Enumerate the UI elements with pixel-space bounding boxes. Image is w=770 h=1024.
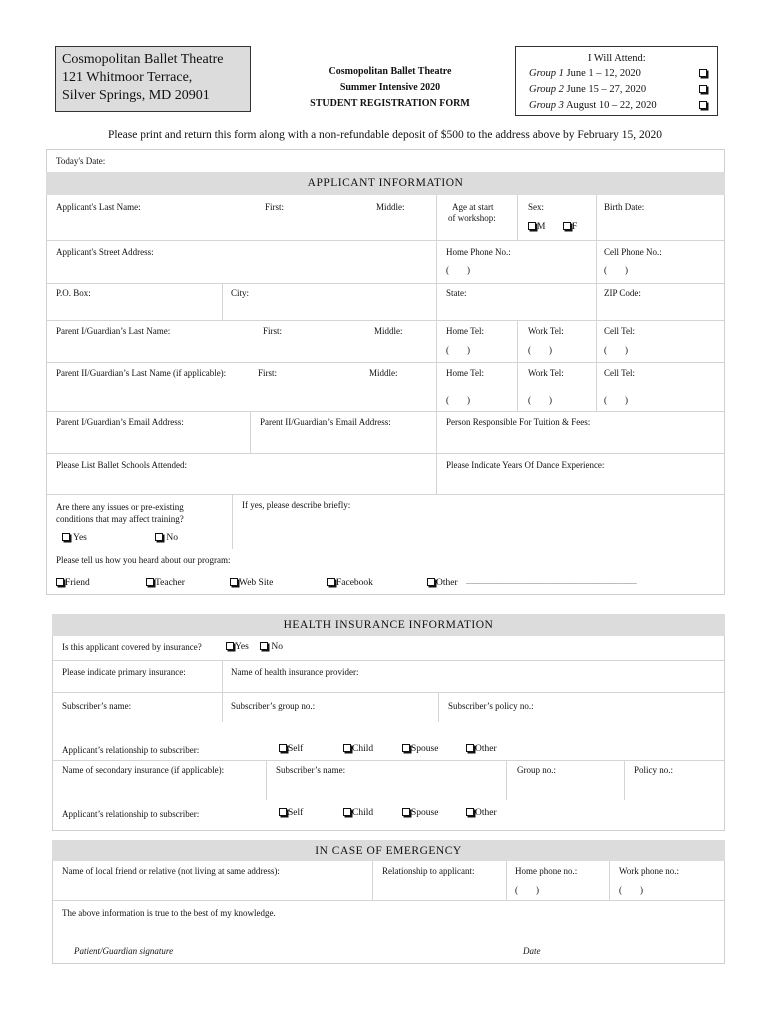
parent1-email-label[interactable]: Parent I/Guardian’s Email Address:	[56, 417, 184, 427]
state-label[interactable]: State:	[446, 288, 467, 298]
emergency-work-phone-parens: ( )	[619, 885, 643, 895]
birth-date-label[interactable]: Birth Date:	[604, 202, 645, 212]
rel-secondary-other-checkbox[interactable]	[466, 808, 474, 816]
sex-f-label: F	[572, 222, 578, 232]
heard-other-option[interactable]	[427, 578, 458, 588]
heard-website-checkbox[interactable]	[230, 578, 238, 586]
issues-no-label: No	[166, 533, 178, 543]
cell-phone-label[interactable]: Cell Phone No.:	[604, 247, 662, 257]
rel-secondary-child-label: Child	[352, 808, 374, 818]
parent2-first-name-label[interactable]: First:	[258, 368, 278, 378]
rel-secondary-other-label: Other	[475, 808, 497, 818]
heard-facebook-checkbox[interactable]	[327, 578, 335, 586]
rel-secondary-child-option[interactable]	[343, 808, 373, 818]
heard-teacher-option[interactable]	[146, 578, 185, 588]
sex-label: Sex:	[528, 202, 545, 212]
home-phone-parens: ( )	[446, 265, 470, 275]
sex-f-checkbox[interactable]	[563, 222, 571, 230]
issues-yes-checkbox[interactable]	[62, 533, 70, 541]
group-3-name: Group 3	[529, 100, 564, 111]
insurance-no-option[interactable]	[260, 642, 283, 652]
parent2-work-tel-parens: ( )	[528, 395, 552, 405]
group-2-name: Group 2	[529, 84, 564, 95]
group-3-row	[529, 100, 657, 111]
rel-primary-self-checkbox[interactable]	[279, 744, 287, 752]
group-3-checkbox[interactable]	[699, 101, 707, 109]
group-2-row	[529, 84, 646, 95]
sex-m-option[interactable]	[528, 222, 545, 232]
relationship-label-primary: Applicant’s relationship to subscriber:	[62, 745, 200, 755]
parent2-home-tel-label[interactable]: Home Tel:	[446, 368, 484, 378]
sex-f-option[interactable]	[563, 222, 577, 232]
rel-primary-self-label: Self	[288, 744, 304, 754]
parent1-home-tel-parens: ( )	[446, 345, 470, 355]
heard-facebook-label: Facebook	[336, 578, 373, 588]
parent2-cell-tel-label[interactable]: Cell Tel:	[604, 368, 635, 378]
zip-label[interactable]: ZIP Code:	[604, 288, 641, 298]
rel-secondary-self-checkbox[interactable]	[279, 808, 287, 816]
issues-yes-option[interactable]	[62, 533, 87, 543]
city-label[interactable]: City:	[231, 288, 250, 298]
health-heading: HEALTH INSURANCE INFORMATION	[283, 619, 494, 631]
sex-m-label: M	[537, 222, 546, 232]
emergency-contact-label[interactable]: Name of local friend or relative (not living at same address):	[62, 866, 280, 876]
home-phone-label[interactable]: Home Phone No.:	[446, 247, 511, 257]
applicant-last-name-label[interactable]: Applicant's Last Name:	[56, 202, 141, 212]
emergency-heading: IN CASE OF EMERGENCY	[315, 845, 462, 857]
heard-website-option[interactable]	[230, 578, 273, 588]
insurance-yes-checkbox[interactable]	[226, 642, 234, 650]
parent2-work-tel-label[interactable]: Work Tel:	[528, 368, 564, 378]
applicant-header	[46, 172, 725, 195]
rel-primary-other-checkbox[interactable]	[466, 744, 474, 752]
age-label-line-2: of workshop:	[448, 213, 496, 223]
health-header	[52, 614, 725, 636]
rel-secondary-spouse-option[interactable]	[402, 808, 438, 818]
affirmation-text: The above information is true to the best of my knowledge.	[62, 908, 276, 918]
emergency-relationship-label[interactable]: Relationship to applicant:	[382, 866, 475, 876]
issues-no-option[interactable]	[155, 533, 178, 543]
parent1-work-tel-label[interactable]: Work Tel:	[528, 326, 564, 336]
heard-facebook-option[interactable]	[327, 578, 373, 588]
applicant-first-name-label[interactable]: First:	[265, 202, 285, 212]
parent2-last-name-label[interactable]: Parent II/Guardian’s Last Name (if applicable):	[56, 368, 227, 378]
rel-primary-other-option[interactable]	[466, 744, 497, 754]
sex-m-checkbox[interactable]	[528, 222, 536, 230]
subscriber-policy-label[interactable]: Subscriber’s policy no.:	[448, 701, 534, 711]
rel-secondary-spouse-checkbox[interactable]	[402, 808, 410, 816]
secondary-group-label[interactable]: Group no.:	[517, 765, 556, 775]
parent1-middle-name-label[interactable]: Middle:	[374, 326, 403, 336]
parent1-cell-tel-parens: ( )	[604, 345, 628, 355]
rel-primary-child-option[interactable]	[343, 744, 373, 754]
issues-label-line-1: Are there any issues or pre-existing	[56, 502, 184, 512]
emergency-home-phone-parens: ( )	[515, 885, 539, 895]
group-1-name: Group 1	[529, 68, 564, 79]
group-1-dates: June 1 – 12, 2020	[566, 68, 641, 79]
street-address-label[interactable]: Applicant's Street Address:	[56, 247, 154, 257]
signature-label[interactable]: Patient/Guardian signature	[74, 946, 174, 956]
heard-about-label: Please tell us how you heard about our program:	[56, 555, 231, 565]
heard-teacher-checkbox[interactable]	[146, 578, 154, 586]
cell-phone-parens: ( )	[604, 265, 628, 275]
heard-other-label: Other	[436, 578, 458, 588]
parent1-last-name-label[interactable]: Parent I/Guardian’s Last Name:	[56, 326, 171, 336]
applicant-heading: APPLICANT INFORMATION	[307, 177, 464, 189]
title-line-1: Cosmopolitan Ballet Theatre	[328, 66, 452, 77]
title-line-2: Summer Intensive 2020	[339, 82, 441, 93]
issues-yes-label: Yes	[73, 533, 87, 543]
insurance-covered-label: Is this applicant covered by insurance?	[62, 642, 202, 652]
signature-date-label[interactable]: Date	[523, 946, 541, 956]
subscriber-name-label[interactable]: Subscriber’s name:	[62, 701, 132, 711]
attendance-box	[515, 46, 718, 116]
todays-date-label[interactable]: Today's Date:	[56, 156, 106, 166]
heard-friend-label: Friend	[65, 578, 90, 588]
rel-secondary-other-option[interactable]	[466, 808, 497, 818]
title-line-3: STUDENT REGISTRATION FORM	[310, 98, 470, 109]
instructions: Please print and return this form along with a non-refundable deposit of $500 to the address above by February 15, 2020	[107, 129, 663, 141]
parent1-cell-tel-label[interactable]: Cell Tel:	[604, 326, 635, 336]
tuition-responsible-label[interactable]: Person Responsible For Tuition & Fees:	[446, 417, 591, 427]
group-2-dates: June 15 – 27, 2020	[566, 84, 647, 95]
org-address-box	[55, 46, 251, 112]
secondary-subscriber-label[interactable]: Subscriber’s name:	[276, 765, 346, 775]
heard-other-checkbox[interactable]	[427, 578, 435, 586]
rel-secondary-spouse-label: Spouse	[411, 808, 439, 818]
attendance-heading: I Will Attend:	[588, 53, 646, 64]
secondary-policy-label[interactable]: Policy no.:	[634, 765, 674, 775]
rel-secondary-self-label: Self	[288, 808, 304, 818]
subscriber-group-label[interactable]: Subscriber’s group no.:	[231, 701, 316, 711]
issues-no-checkbox[interactable]	[155, 533, 163, 541]
rel-primary-spouse-label: Spouse	[411, 744, 439, 754]
dance-years-label[interactable]: Please Indicate Years Of Dance Experience:	[446, 460, 605, 470]
group-1-row	[529, 68, 641, 79]
heard-other-line[interactable]: _______________________________________________________	[466, 577, 637, 585]
issues-label-line-2: conditions that may affect training?	[56, 514, 184, 524]
heard-friend-option[interactable]	[56, 578, 90, 588]
parent2-email-label[interactable]: Parent II/Guardian’s Email Address:	[260, 417, 391, 427]
insurance-yes-option[interactable]	[226, 642, 249, 652]
age-label-line-1[interactable]: Age at start	[452, 202, 494, 212]
parent1-home-tel-label[interactable]: Home Tel:	[446, 326, 484, 336]
emergency-work-phone-label[interactable]: Work phone no.:	[619, 866, 680, 876]
po-box-label[interactable]: P.O. Box:	[56, 288, 91, 298]
provider-name-label[interactable]: Name of health insurance provider:	[231, 667, 359, 677]
relationship-label-secondary: Applicant’s relationship to subscriber:	[62, 809, 200, 819]
rel-primary-self-option[interactable]	[279, 744, 303, 754]
applicant-middle-name-label[interactable]: Middle:	[376, 202, 405, 212]
insurance-no-checkbox[interactable]	[260, 642, 268, 650]
parent1-first-name-label[interactable]: First:	[263, 326, 283, 336]
rel-secondary-self-option[interactable]	[279, 808, 303, 818]
heard-teacher-label: Teacher	[155, 578, 185, 588]
emergency-home-phone-label[interactable]: Home phone no.:	[515, 866, 578, 876]
parent2-home-tel-parens: ( )	[446, 395, 470, 405]
rel-primary-spouse-checkbox[interactable]	[402, 744, 410, 752]
org-street: 121 Whitmoor Terrace,	[62, 70, 193, 85]
primary-insurance-label: Please indicate primary insurance:	[62, 667, 186, 677]
parent2-cell-tel-parens: ( )	[604, 395, 628, 405]
group-2-checkbox[interactable]	[699, 85, 707, 93]
rel-primary-child-label: Child	[352, 744, 374, 754]
ballet-schools-label[interactable]: Please List Ballet Schools Attended:	[56, 460, 187, 470]
parent2-middle-name-label[interactable]: Middle:	[369, 368, 398, 378]
rel-secondary-child-checkbox[interactable]	[343, 808, 351, 816]
heard-friend-checkbox[interactable]	[56, 578, 64, 586]
secondary-insurance-label[interactable]: Name of secondary insurance (if applicable):	[62, 765, 225, 775]
org-city: Silver Springs, MD 20901	[62, 88, 210, 103]
rel-primary-spouse-option[interactable]	[402, 744, 438, 754]
emergency-header	[52, 840, 725, 861]
insurance-no-label: No	[271, 642, 283, 652]
group-1-checkbox[interactable]	[699, 69, 707, 77]
rel-primary-other-label: Other	[475, 744, 497, 754]
form-title	[280, 64, 500, 112]
parent1-work-tel-parens: ( )	[528, 345, 552, 355]
org-name: Cosmopolitan Ballet Theatre	[62, 52, 224, 67]
rel-primary-child-checkbox[interactable]	[343, 744, 351, 752]
group-3-dates: August 10 – 22, 2020	[565, 100, 657, 111]
describe-label[interactable]: If yes, please describe briefly:	[242, 500, 351, 510]
insurance-yes-label: Yes	[235, 642, 249, 652]
heard-website-label: Web Site	[239, 578, 274, 588]
